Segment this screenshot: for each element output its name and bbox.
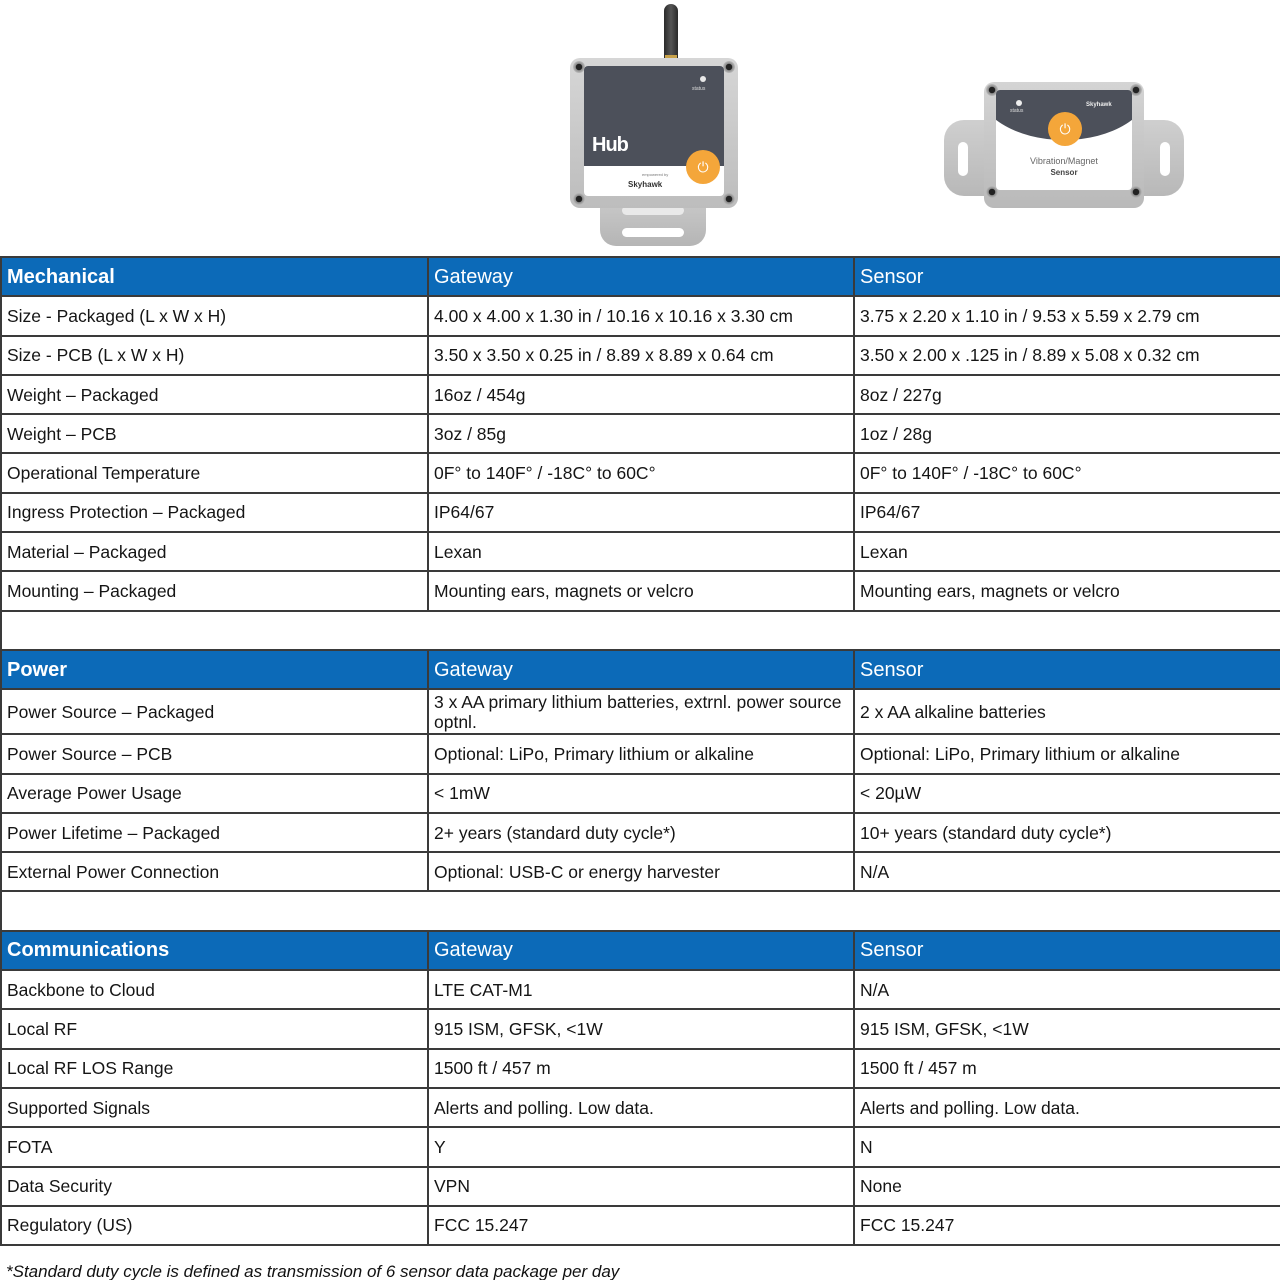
gateway-value: Mounting ears, magnets or velcro [428, 571, 854, 610]
hub-faceplate [584, 66, 724, 196]
spec-label: Local RF [1, 1009, 428, 1048]
hub-device-image [566, 0, 742, 250]
gateway-value: 2+ years (standard duty cycle*) [428, 813, 854, 852]
sensor-value: Mounting ears, magnets or velcro [854, 571, 1280, 610]
sensor-enclosure [984, 82, 1144, 208]
table-row [1, 1088, 1280, 1127]
table-row [1, 296, 1280, 335]
gateway-value: 3 x AA primary lithium batteries, extrnl. power source optnl. [428, 689, 854, 734]
table-row [1, 1009, 1280, 1048]
screw-icon [573, 193, 585, 205]
gateway-value: IP64/67 [428, 493, 854, 532]
table-row [1, 1206, 1280, 1245]
spec-label: Material – Packaged [1, 532, 428, 571]
table-row [1, 336, 1280, 375]
section-spacer [1, 611, 1280, 650]
gateway-value: FCC 15.247 [428, 1206, 854, 1245]
sensor-value: 1500 ft / 457 m [854, 1049, 1280, 1088]
spec-label: Weight – Packaged [1, 375, 428, 414]
table-row [1, 453, 1280, 492]
table-row [1, 571, 1280, 610]
sensor-value: 10+ years (standard duty cycle*) [854, 813, 1280, 852]
spec-label: Size - PCB (L x W x H) [1, 336, 428, 375]
spec-label: FOTA [1, 1127, 428, 1166]
gateway-value: VPN [428, 1167, 854, 1206]
spec-label: External Power Connection [1, 852, 428, 891]
spec-label: Weight – PCB [1, 414, 428, 453]
power-icon: ⏻ [686, 150, 720, 184]
table-row [1, 1167, 1280, 1206]
mount-slot [622, 228, 684, 237]
table-row [1, 689, 1280, 734]
table-row [1, 1127, 1280, 1166]
table-row [1, 813, 1280, 852]
status-label: status [692, 86, 706, 92]
section-header-mechanical [1, 257, 1280, 296]
gateway-value: 915 ISM, GFSK, <1W [428, 1009, 854, 1048]
screw-icon [723, 193, 735, 205]
table-row [1, 375, 1280, 414]
table-row [1, 774, 1280, 813]
gateway-value: Y [428, 1127, 854, 1166]
spec-label: Power Lifetime – Packaged [1, 813, 428, 852]
spec-label: Local RF LOS Range [1, 1049, 428, 1088]
sensor-value: 2 x AA alkaline batteries [854, 689, 1280, 734]
gateway-value: 0F° to 140F° / -18C° to 60C° [428, 453, 854, 492]
spacer-cell [1, 891, 1280, 930]
gateway-value: LTE CAT-M1 [428, 970, 854, 1009]
sensor-value: N [854, 1127, 1280, 1166]
table-row [1, 852, 1280, 891]
gateway-value: Optional: USB-C or energy harvester [428, 852, 854, 891]
sensor-value: 1oz / 28g [854, 414, 1280, 453]
sensor-value: N/A [854, 852, 1280, 891]
gateway-value: Lexan [428, 532, 854, 571]
spec-label: Supported Signals [1, 1088, 428, 1127]
sensor-value: 3.75 x 2.20 x 1.10 in / 9.53 x 5.59 x 2.79 cm [854, 296, 1280, 335]
status-led-icon [1016, 100, 1022, 106]
hub-label: Hub [592, 134, 628, 156]
spec-label: Average Power Usage [1, 774, 428, 813]
sensor-value: None [854, 1167, 1280, 1206]
sensor-value: < 20µW [854, 774, 1280, 813]
table-row [1, 1049, 1280, 1088]
sensor-value: N/A [854, 970, 1280, 1009]
spec-label: Power Source – PCB [1, 734, 428, 773]
sensor-value: 0F° to 140F° / -18C° to 60C° [854, 453, 1280, 492]
column-header-gateway: Gateway [428, 257, 854, 296]
table-row [1, 970, 1280, 1009]
brand-logo: Skyhawk [1086, 102, 1112, 108]
section-title: Power [1, 650, 428, 689]
product-images [0, 0, 1280, 256]
gateway-value: Alerts and polling. Low data. [428, 1088, 854, 1127]
footnote: *Standard duty cycle is defined as transmission of 6 sensor data package per day [6, 1262, 620, 1280]
screw-icon [723, 61, 735, 73]
spec-label: Power Source – Packaged [1, 689, 428, 734]
table-row [1, 493, 1280, 532]
column-header-sensor: Sensor [854, 650, 1280, 689]
gateway-value: 1500 ft / 457 m [428, 1049, 854, 1088]
hub-enclosure [570, 58, 738, 208]
section-title: Communications [1, 931, 428, 970]
sensor-value: Optional: LiPo, Primary lithium or alkaline [854, 734, 1280, 773]
section-header-communications [1, 931, 1280, 970]
section-header-power [1, 650, 1280, 689]
mount-slot [1160, 142, 1170, 176]
power-icon: ⏻ [1048, 112, 1082, 146]
sensor-value: FCC 15.247 [854, 1206, 1280, 1245]
status-led-icon [700, 76, 706, 82]
sensor-label: Sensor [1050, 168, 1078, 177]
column-header-sensor: Sensor [854, 931, 1280, 970]
sensor-device-image [944, 80, 1184, 220]
sensor-value: 915 ISM, GFSK, <1W [854, 1009, 1280, 1048]
sensor-value: Alerts and polling. Low data. [854, 1088, 1280, 1127]
gateway-value: 4.00 x 4.00 x 1.30 in / 10.16 x 10.16 x 3.30 cm [428, 296, 854, 335]
gateway-value: Optional: LiPo, Primary lithium or alkaline [428, 734, 854, 773]
spec-label: Data Security [1, 1167, 428, 1206]
brand-logo: Skyhawk [628, 180, 663, 189]
spec-label: Operational Temperature [1, 453, 428, 492]
brand-tagline: empowered by [642, 172, 669, 177]
spec-label: Size - Packaged (L x W x H) [1, 296, 428, 335]
spacer-cell [1, 611, 1280, 650]
gateway-value: 16oz / 454g [428, 375, 854, 414]
spec-table [0, 256, 1280, 1246]
gateway-value: < 1mW [428, 774, 854, 813]
sensor-faceplate [996, 90, 1132, 190]
spec-label: Mounting – Packaged [1, 571, 428, 610]
spec-label: Backbone to Cloud [1, 970, 428, 1009]
screw-icon [1130, 186, 1142, 198]
table-row [1, 734, 1280, 773]
sensor-value: 3.50 x 2.00 x .125 in / 8.89 x 5.08 x 0.32 cm [854, 336, 1280, 375]
gateway-value: 3.50 x 3.50 x 0.25 in / 8.89 x 8.89 x 0.64 cm [428, 336, 854, 375]
sensor-value: 8oz / 227g [854, 375, 1280, 414]
section-spacer [1, 891, 1280, 930]
column-header-gateway: Gateway [428, 650, 854, 689]
spec-label: Ingress Protection – Packaged [1, 493, 428, 532]
column-header-gateway: Gateway [428, 931, 854, 970]
sensor-type-label: Vibration/Magnet [1030, 156, 1098, 166]
sensor-value: Lexan [854, 532, 1280, 571]
status-label: status [1010, 108, 1024, 114]
table-row [1, 532, 1280, 571]
mount-slot [958, 142, 968, 176]
column-header-sensor: Sensor [854, 257, 1280, 296]
antenna-icon [664, 4, 678, 62]
sensor-value: IP64/67 [854, 493, 1280, 532]
gateway-value: 3oz / 85g [428, 414, 854, 453]
table-row [1, 414, 1280, 453]
spec-label: Regulatory (US) [1, 1206, 428, 1245]
section-title: Mechanical [1, 257, 428, 296]
